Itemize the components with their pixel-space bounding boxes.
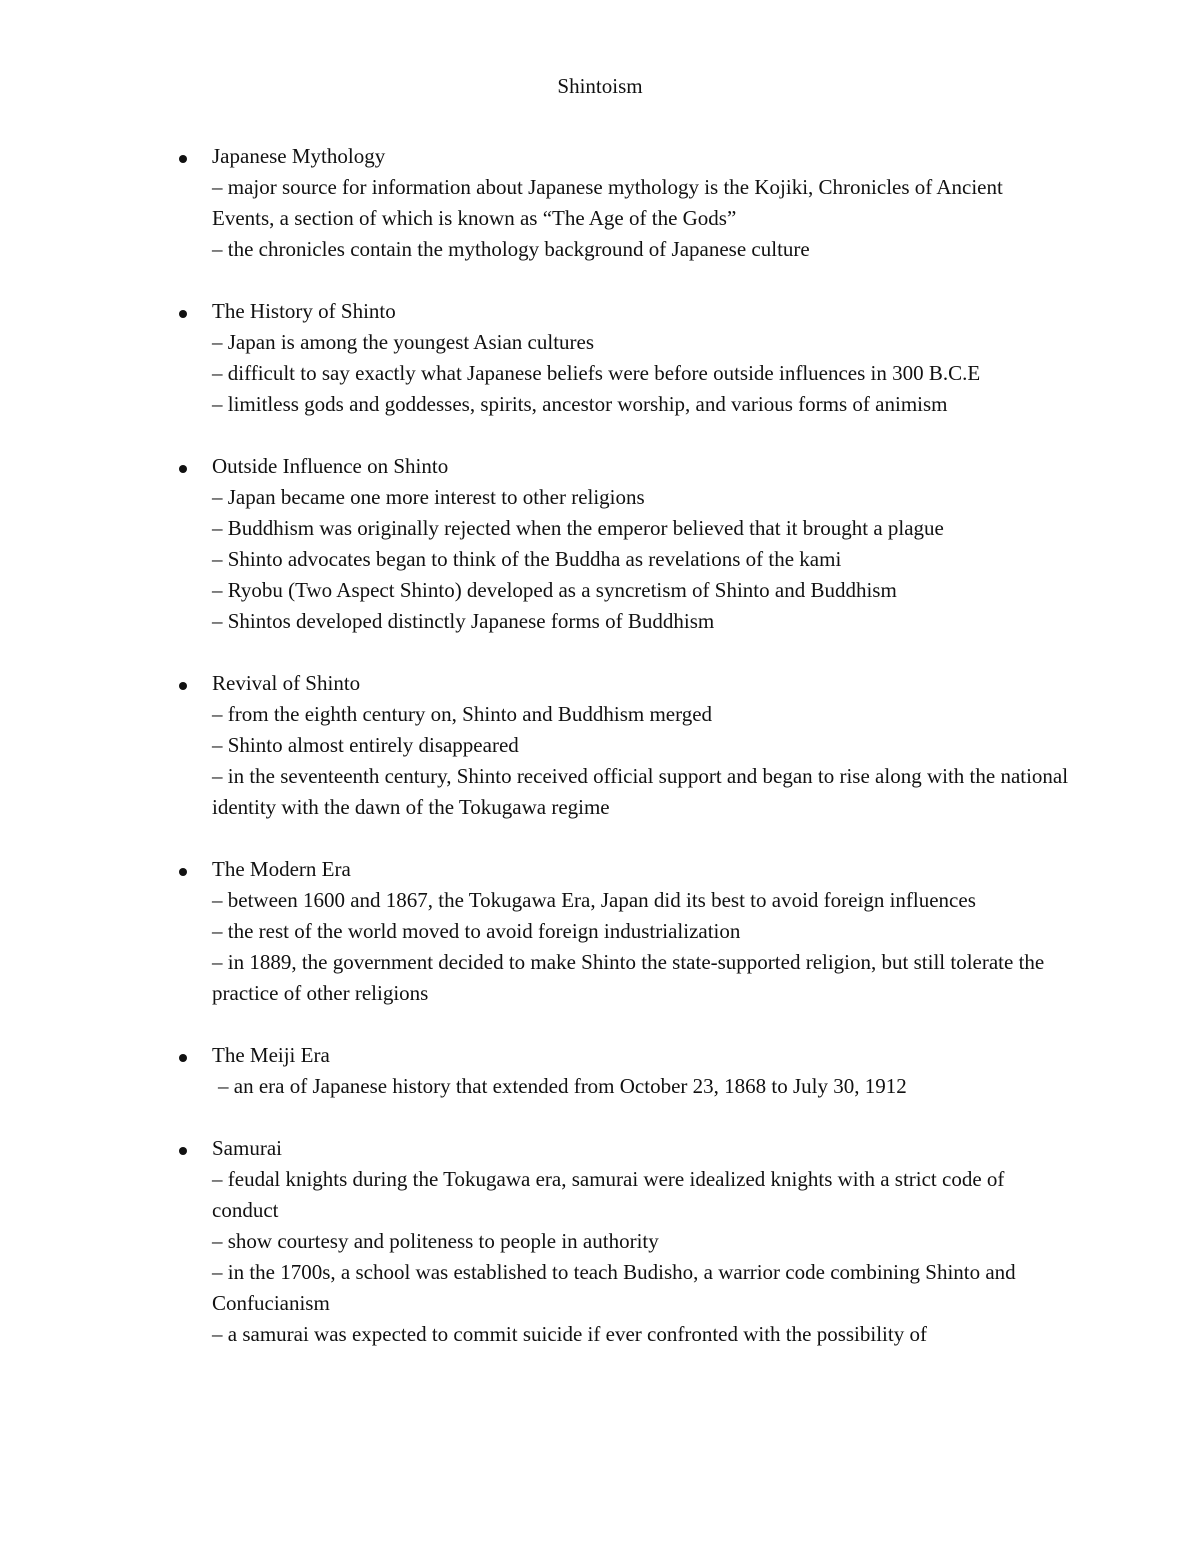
bullet-icon — [179, 1054, 187, 1062]
section-point: – Shinto advocates began to think of the Buddha as revelations of the kami — [212, 547, 842, 571]
section-heading: The Meiji Era — [212, 1043, 330, 1067]
bullet-icon — [179, 155, 187, 163]
section-point: – difficult to say exactly what Japanese beliefs were before outside influences in 300 B.C.E — [212, 361, 981, 385]
section-point: – between 1600 and 1867, the Tokugawa Era, Japan did its best to avoid foreign influences — [212, 888, 976, 912]
bullet-icon — [179, 465, 187, 473]
section-samurai — [0, 1133, 1200, 1350]
section-heading: Outside Influence on Shinto — [212, 454, 449, 478]
section-point: – in the 1700s, a school was established to teach Budisho, a warrior code combining Shinto and Confucianism — [212, 1260, 1016, 1315]
section-point: – the rest of the world moved to avoid foreign industrialization — [212, 919, 741, 943]
section-heading: The Modern Era — [212, 857, 351, 881]
section-revival-of-shinto — [0, 668, 1200, 823]
bullet-icon — [179, 868, 187, 876]
section-point: – feudal knights during the Tokugawa era, samurai were idealized knights with a strict code of conduct — [212, 1167, 1005, 1222]
bullet-icon — [179, 1147, 187, 1155]
section-point: – Ryobu (Two Aspect Shinto) developed as a syncretism of Shinto and Buddhism — [212, 578, 897, 602]
section-point: – in the seventeenth century, Shinto received official support and began to rise along with the national identity with the dawn of the Tokugawa regime — [212, 764, 1069, 819]
document-title: Shintoism — [557, 74, 643, 98]
section-japanese-mythology — [0, 141, 1200, 265]
section-point: – show courtesy and politeness to people in authority — [212, 1229, 659, 1253]
bullet-icon — [179, 310, 187, 318]
section-heading: Samurai — [212, 1136, 282, 1160]
section-point: – an era of Japanese history that extended from October 23, 1868 to July 30, 1912 — [218, 1074, 907, 1098]
section-history-of-shinto — [0, 296, 1200, 420]
section-heading: Revival of Shinto — [212, 671, 361, 695]
section-point: – in 1889, the government decided to make Shinto the state-supported religion, but still tolerate the practice of other religions — [212, 950, 1045, 1005]
section-point: – the chronicles contain the mythology background of Japanese culture — [212, 237, 810, 261]
section-point: – major source for information about Japanese mythology is the Kojiki, Chronicles of Ancient Events, a section of which is known as “The Age of the Gods” — [212, 175, 1003, 230]
section-outside-influence — [0, 451, 1200, 637]
section-point: – Shinto almost entirely disappeared — [212, 733, 519, 757]
section-point: – Japan is among the youngest Asian cultures — [212, 330, 595, 354]
section-point: – Shintos developed distinctly Japanese forms of Buddhism — [212, 609, 715, 633]
section-point: – a samurai was expected to commit suicide if ever confronted with the possibility of — [212, 1322, 927, 1346]
section-heading: The History of Shinto — [212, 299, 396, 323]
section-list — [0, 141, 1200, 1381]
section-point: – Buddhism was originally rejected when the emperor believed that it brought a plague — [212, 516, 944, 540]
section-point: – Japan became one more interest to other religions — [212, 485, 645, 509]
section-point: – from the eighth century on, Shinto and Buddhism merged — [212, 702, 713, 726]
section-meiji-era — [0, 1040, 1200, 1102]
section-point: – limitless gods and goddesses, spirits, ancestor worship, and various forms of animism — [212, 392, 948, 416]
bullet-icon — [179, 682, 187, 690]
section-modern-era — [0, 854, 1200, 1009]
section-heading: Japanese Mythology — [212, 144, 386, 168]
